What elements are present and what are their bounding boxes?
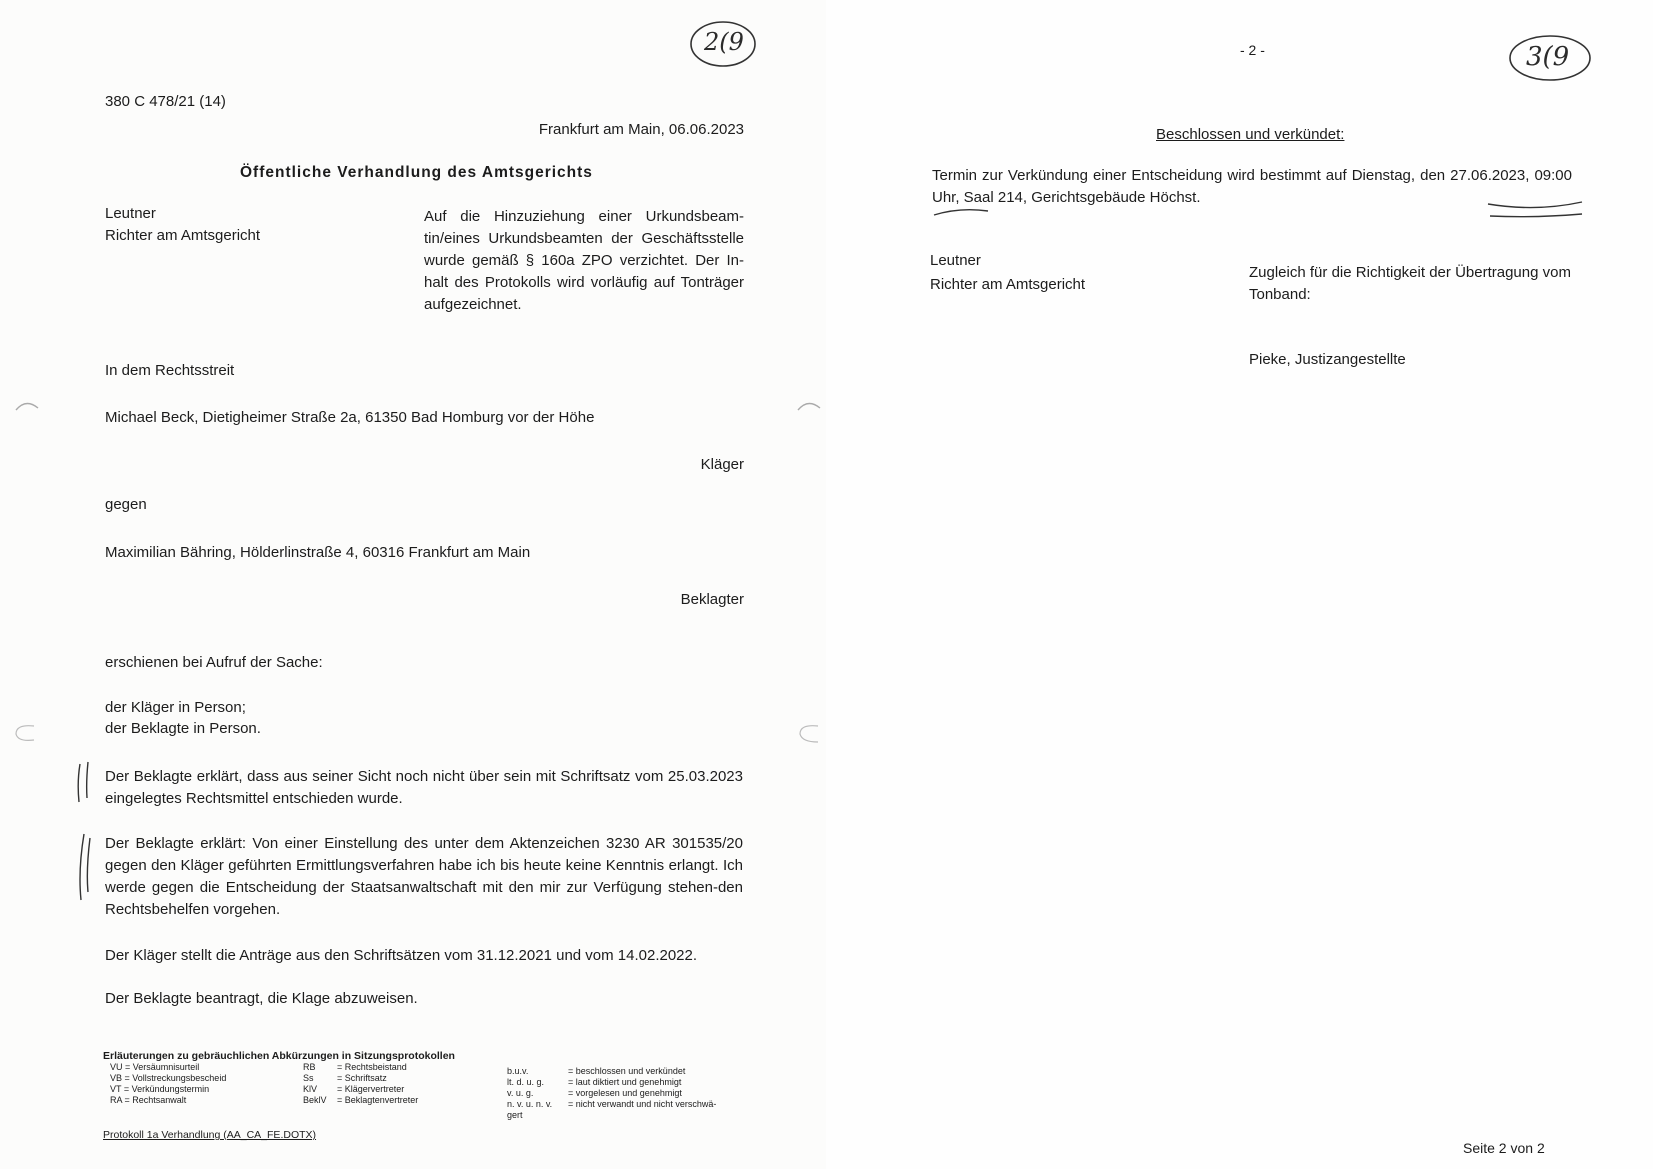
decision-text: Termin zur Verkündung einer Entscheidung wird bestimmt auf Dienstag, den 27.06.2023, 09:00 Uhr, Saal 214, Gerichtsgebäude Höchst. [932,167,1572,206]
legend-abbr: RB [303,1062,316,1072]
legend-abbr: b.u.v. [507,1066,529,1076]
transcription-note: Zugleich für die Richtigkeit der Übertragung vom Tonband: [1249,264,1571,303]
punch-hole-mark [12,722,38,744]
legend-item: VB = Vollstreckungsbescheid [110,1073,227,1083]
folio-number: 3(9 [1526,42,1570,72]
legend-desc: = vorgelesen und genehmigt [568,1088,682,1098]
judge-name: Leutner [930,252,981,269]
plaintiff: Michael Beck, Dietigheimer Straße 2a, 61350 Bad Homburg vor der Höhe [105,409,595,426]
versus: gegen [105,496,147,513]
judge-role: Richter am Amtsgericht [105,227,261,244]
legend-title: Erläuterungen zu gebräuchlichen Abkürzungen in Sitzungsprotokollen [103,1050,455,1062]
motion-plaintiff: Der Kläger stellt die Anträge aus den Schriftsätzen vom 31.12.2021 und vom 14.02.2022. [105,947,698,964]
punch-hole-mark [14,398,40,414]
handwritten-underline [932,205,992,219]
legend-abbr: Ss [303,1073,314,1083]
legend-abbr: n. v. u. n. v. [507,1099,553,1109]
legend-item: RA = Rechtsanwalt [110,1095,187,1105]
document-title: Öffentliche Verhandlung des Amtsgerichts [240,164,593,181]
folio-number: 2(9 [704,28,744,56]
clerk-name: Pieke, Justizangestellte [1249,351,1406,368]
place-date: Frankfurt am Main, 06.06.2023 [538,121,744,138]
legend-abbr: v. u. g. [507,1088,534,1098]
legend-desc: = laut diktiert und genehmigt [568,1077,682,1087]
plaintiff-label: Kläger [700,456,744,473]
recording-note: Auf die Hinzuziehung einer Urkundsbeam-tin/eines Urkundsbeamten der Geschäftsstelle wurde gemäß § 160a ZPO verzichtet. Der In-halt des Protokolls wird vorläufig auf Tonträger aufgezeichnet. [424,208,744,313]
motion-defendant: Der Beklagte beantragt, die Klage abzuweisen. [105,990,418,1007]
appeared-defendant: der Beklagte in Person. [105,720,261,737]
left-page [0,0,826,1169]
resolved-heading: Beschlossen und verkündet: [1156,126,1345,143]
in-dispute: In dem Rechtsstreit [105,362,235,379]
defendant-label: Beklagter [680,591,744,608]
legend-desc: = Klägervertreter [337,1084,405,1094]
template-footer: Protokoll 1a Verhandlung (AA_CA_FE.DOTX) [103,1129,317,1141]
punch-hole-mark [796,398,822,414]
legend-abbr: BeklV [303,1095,327,1105]
statement-2: Der Beklagte erklärt: Von einer Einstellung des unter dem Aktenzeichen 3230 AR 301535/20 gegen den Kläger geführten Ermittlungsverfahren habe ich bis heute keine Kenntnis erlangt. Ich werde gegen die Entscheidung der Staatsanwaltschaft mit den mir zur Verfügung stehen-den Rechtsbehelfen vorgehen. [105,835,743,918]
legend-desc: = Schriftsatz [337,1073,387,1083]
page-number: - 2 - [1240,42,1265,58]
handwritten-underline [1486,198,1586,222]
legend-item: VU = Versäumnisurteil [110,1062,200,1072]
right-page [826,0,1653,1169]
statement-1: Der Beklagte erklärt, dass aus seiner Sicht noch nicht über sein mit Schriftsatz vom 25.03.2023 eingelegtes Rechtsmittel entschieden wurde. [105,768,743,807]
punch-hole-mark [796,722,822,746]
legend-abbr: gert [507,1110,523,1120]
legend-item: VT = Verkündungstermin [110,1084,210,1094]
legend-abbr: lt. d. u. g. [507,1077,545,1087]
legend-desc: = beschlossen und verkündet [568,1066,686,1076]
judge-role: Richter am Amtsgericht [930,276,1086,293]
page-footer: Seite 2 von 2 [1463,1140,1545,1156]
legend-desc: = Rechtsbeistand [337,1062,407,1072]
legend-desc: = nicht verwandt und nicht verschwä- [568,1099,717,1109]
margin-mark-1 [74,760,94,806]
appeared-plaintiff: der Kläger in Person; [105,699,246,716]
legend-abbr: KlV [303,1084,318,1094]
margin-mark-2 [74,830,94,904]
judge-name: Leutner [105,205,156,222]
legend-desc: = Beklagtenvertreter [337,1095,419,1105]
case-number: 380 C 478/21 (14) [105,93,226,110]
appeared-heading: erschienen bei Aufruf der Sache: [105,654,323,671]
defendant: Maximilian Bähring, Hölderlinstraße 4, 60316 Frankfurt am Main [105,544,531,561]
